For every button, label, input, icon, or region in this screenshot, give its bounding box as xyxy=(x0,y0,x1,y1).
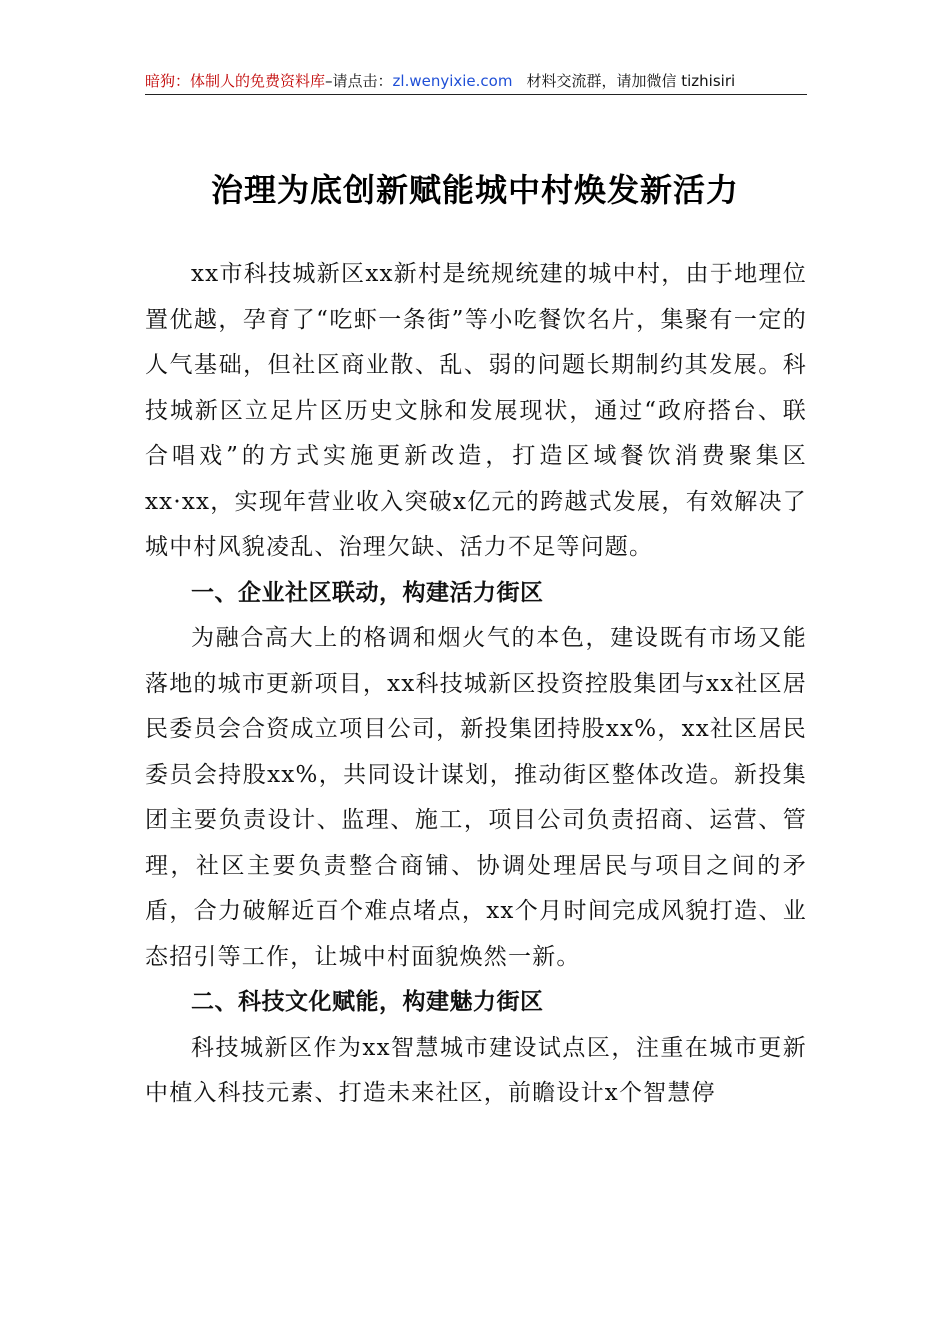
document-title: 治理为底创新赋能城中村焕发新活力 xyxy=(210,171,739,209)
section-paragraph-2: 科技城新区作为xx智慧城市建设试点区，注重在城市更新中植入科技元素、打造未来社区，前瞻设计x个智慧停 xyxy=(145,1034,807,1106)
header-promo: 暗狗：体制人的免费资料库 xyxy=(145,72,326,90)
section-heading-2: 二、科技文化赋能，构建魅力街区 xyxy=(191,989,544,1015)
header-contact: 材料交流群，请加微信 tizhisiri xyxy=(526,72,736,90)
section-heading-1: 一、企业社区联动，构建活力街区 xyxy=(191,579,544,606)
intro-paragraph: xx市科技城新区xx新村是统规统建的城中村，由于地理位置优越，孕育了“吃虾一条街”等小吃餐饮名片，集聚有一定的人气基础，但社区商业散、乱、弱的问题长期制约其发展。科技城新区立足片区历史文脉和发展现状，通过“政府搭台、联合唱戏”的方式实施更新改造，打造区域餐饮消费聚集区xx·xx，实现年营业收入突破x亿元的跨越式发展，有效解决了城中村风貌凌乱、治理欠缺、活力不足等问题。 xyxy=(145,261,807,560)
document-body xyxy=(145,252,807,1117)
page-header xyxy=(145,68,807,95)
section-paragraph-1: 为融合高大上的格调和烟火气的本色，建设既有市场又能落地的城市更新项目，xx科技城新区投资控股集团与xx社区居民委员会合资成立项目公司，新投集团持股xx%，xx社区居民委员会持股xx%，共同设计谋划，推动街区整体改造。新投集团主要负责设计、监理、施工，项目公司负责招商、运营、管理，社区主要负责整合商铺、协调处理居民与项目之间的矛盾，合力破解近百个难点堵点，xx个月时间完成风貌打造、业态招引等工作，让城中村面貌焕然一新。 xyxy=(145,625,807,970)
header-link[interactable]: zl.wenyixie.com xyxy=(392,72,513,90)
header-separator: –请点击： xyxy=(325,72,393,90)
